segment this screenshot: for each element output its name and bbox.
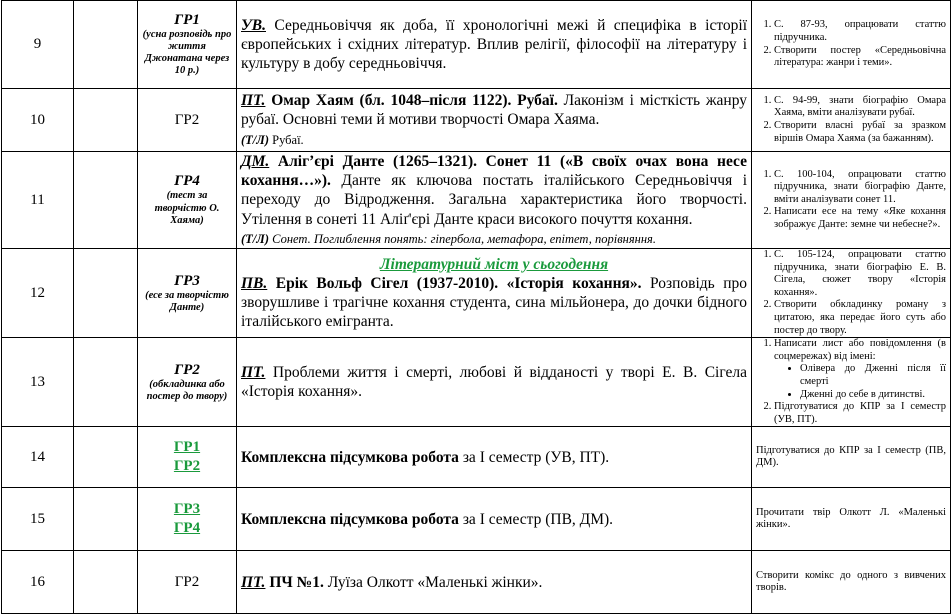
- date-cell: [74, 249, 138, 338]
- homework-cell: [752, 551, 951, 614]
- date-cell: [74, 427, 138, 488]
- topic-cell: [237, 338, 752, 427]
- theory-text: Сонет. Поглиблення понять: гіпербола, метафора, епітет, порівняння.: [269, 231, 656, 246]
- group-activity: (обкладинка або постер до твору): [146, 378, 228, 402]
- section-tag: ПВ.: [241, 274, 268, 292]
- group-link[interactable]: ГР1: [173, 438, 201, 455]
- topic-title: Ерік Вольф Сігел (1937-2010). «Історія кохання».: [267, 274, 642, 292]
- group-cell: [138, 427, 237, 488]
- group-title: ГР2: [174, 111, 200, 128]
- homework-cell: [752, 249, 951, 338]
- group-activity: (усна розповідь про життя Джонатана через 10 р.): [142, 28, 232, 77]
- lesson-plan-table: [1, 0, 951, 614]
- topic-text: Середньовіччя як доба, її хронологічні межі й специфіка в історії європейських і східних літератур. Вплив релігії, філософії на літературу і культуру в добу середньовіччя.: [241, 16, 747, 73]
- homework-intro: Написати лист або повідомлення (в соцмережах) від імені:: [774, 338, 946, 362]
- group-cell: [138, 1, 237, 89]
- topic-text: за I семестр (УВ, ПТ).: [458, 448, 610, 466]
- homework-text: Створити комікс до одного з вивчених творів.: [756, 569, 946, 594]
- homework-cell: [752, 488, 951, 551]
- homework-cell: [752, 89, 951, 152]
- table-row: [2, 1, 951, 89]
- topic-title: Омар Хаям (бл. 1048–після 1122). Рубаї.: [265, 92, 558, 110]
- homework-item: 1. С. 87-93, опрацювати статтю підручника.: [774, 19, 946, 44]
- topic-text: Лаконізм і місткість жанру рубаї. Основні теми й мотиви творчості Омара Хаяма.: [241, 92, 747, 129]
- homework-item: 1. С. 94-99, знати біографію Омара Хаяма, вміти аналізувати рубаї.: [774, 95, 946, 120]
- table-row: [2, 89, 951, 152]
- group-cell: [138, 551, 237, 614]
- lesson-number: 16: [2, 551, 74, 614]
- group-link[interactable]: ГР2: [173, 458, 201, 475]
- theory-text: Рубаї.: [269, 132, 304, 147]
- topic-text: Луїза Олкотт «Маленькі жінки».: [323, 573, 543, 591]
- homework-item: 2. Створити постер «Середньовічна література: жанри і теми».: [774, 45, 946, 70]
- homework-cell: [752, 152, 951, 249]
- homework-cell: [752, 1, 951, 89]
- date-cell: [74, 1, 138, 89]
- lesson-number: 10: [2, 89, 74, 152]
- topic-cell: [237, 1, 752, 89]
- group-link[interactable]: ГР4: [173, 520, 201, 537]
- homework-item: [774, 338, 946, 401]
- group-cell: [138, 338, 237, 427]
- theory-label: (Т/Л): [241, 231, 270, 246]
- group-activity: (есе за творчістю Данте): [145, 289, 229, 313]
- topic-title: Комплексна підсумкова робота: [241, 448, 459, 466]
- topic-text: Данте як ключова постать італійського Середньовіччя і переходу до Відродження. Загальна характеристика його творчості. Утілення в сонеті 11 Аліґ'єрі Данте краси високого почуття кохання.: [241, 172, 747, 228]
- table-row: [2, 551, 951, 614]
- homework-cell: [752, 338, 951, 427]
- homework-text: Підготуватися до КПР за I семестр (ПВ, ДМ).: [756, 444, 946, 469]
- lesson-number: 14: [2, 427, 74, 488]
- date-cell: [74, 89, 138, 152]
- topic-cell: [237, 551, 752, 614]
- topic-title: Алігʼєрі Данте (1265–1321). Сонет 11 («В своїх очах вона несе кохання…»).: [241, 153, 747, 190]
- topic-cell: [237, 488, 752, 551]
- table-row: [2, 488, 951, 551]
- group-title: ГР1: [174, 11, 200, 28]
- lesson-number: 11: [2, 152, 74, 249]
- topic-text: Проблеми життя і смерті, любові й відданості у творі Е. В. Сігела «Історія кохання».: [241, 364, 747, 401]
- section-tag: УВ.: [241, 16, 266, 34]
- group-title: ГР4: [174, 173, 200, 190]
- homework-item: 1. С. 100-104, опрацювати статтю підручника, знати біографію Данте, вміти аналізувати сонет 11.: [774, 169, 946, 207]
- table-row: [2, 338, 951, 427]
- topic-text: за I семестр (ПВ, ДМ).: [458, 510, 614, 528]
- homework-bullet: • Дженні до себе в дитинстві.: [800, 389, 946, 402]
- section-tag: ДМ.: [241, 153, 270, 170]
- group-activity: (тест за творчістю О. Хаяма): [154, 190, 220, 226]
- homework-item: 2. Створити обкладинку роману з цитатою, яка передає його суть або постер до твору.: [774, 299, 946, 337]
- homework-text: Прочитати твір Олкотт Л. «Маленькі жінки».: [756, 506, 946, 531]
- group-title: ГР2: [174, 573, 200, 590]
- homework-bullet: • Олівера до Дженні після її смерті: [800, 363, 946, 388]
- homework-item: 1. С. 105-124, опрацювати статтю підручника, знати біографію Е. В. Сігела, сюжет твору «Історія кохання».: [774, 249, 946, 299]
- group-cell: [138, 152, 237, 249]
- topic-cell: [237, 249, 752, 338]
- theory-label: (Т/Л): [241, 132, 270, 147]
- group-title: ГР2: [174, 361, 200, 378]
- section-tag: ПТ.: [241, 364, 266, 382]
- topic-text: Розповідь про зворушливе і трагічне кохання студента, сина мільйонера, до дочки бідного італійського емігранта.: [241, 274, 747, 331]
- section-tag: ПТ.: [241, 573, 266, 591]
- group-cell: [138, 488, 237, 551]
- date-cell: [74, 551, 138, 614]
- group-link[interactable]: ГР3: [173, 500, 201, 517]
- section-tag: ПТ.: [241, 92, 266, 110]
- topic-cell: [237, 427, 752, 488]
- homework-cell: [752, 427, 951, 488]
- group-title: ГР3: [174, 272, 200, 289]
- homework-item: 2. Написати есе на тему «Яке кохання зображує Данте: земне чи небесне?».: [774, 206, 946, 231]
- lesson-number: 13: [2, 338, 74, 427]
- topic-title: Комплексна підсумкова робота: [241, 510, 459, 528]
- lesson-number: 9: [2, 1, 74, 89]
- date-cell: [74, 338, 138, 427]
- lesson-number: 15: [2, 488, 74, 551]
- homework-item: 2. Підготуватися до КПР за I семестр (УВ, ПТ).: [774, 401, 946, 426]
- table-row: [2, 152, 951, 249]
- topic-cell: [237, 89, 752, 152]
- date-cell: [74, 488, 138, 551]
- group-cell: [138, 249, 237, 338]
- topic-cell: [237, 152, 752, 249]
- topic-title: ПЧ №1.: [265, 573, 324, 591]
- date-cell: [74, 152, 138, 249]
- table-row: [2, 427, 951, 488]
- homework-item: 2. Створити власні рубаї за зразком віршів Омара Хаяма (за бажанням).: [774, 120, 946, 145]
- group-cell: [138, 89, 237, 152]
- lesson-number: 12: [2, 249, 74, 338]
- section-heading: Літературний міст у сьогодення: [379, 255, 609, 273]
- table-row: [2, 249, 951, 338]
